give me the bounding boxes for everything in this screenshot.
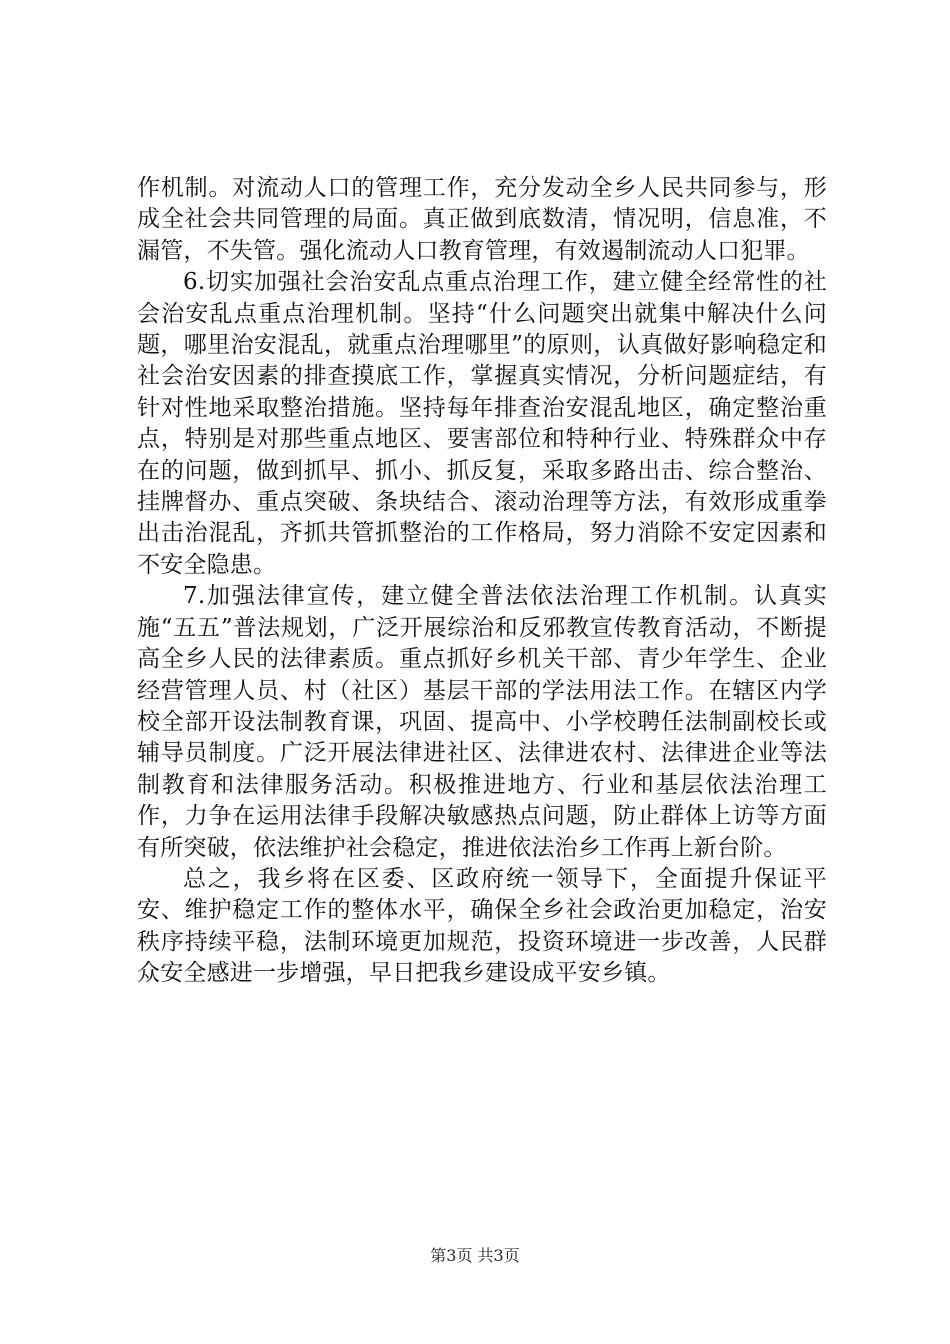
paragraph-item-6: 6.切实加强社会治安乱点重点治理工作，建立健全经常性的社会治安乱点重点治理机制。坚持“什么问题突出就集中解决什么问题，哪里治安混乱，就重点治理哪里”的原则，认真做好影响稳定和社会治安因素的排查摸底工作，掌握真实情况，分析问题症结，有针对性地采取整治措施。坚持每年排查治安混乱地区，确定整治重点，特别是对那些重点地区、要害部位和特种行业、特殊群众中存在的问题，做到抓早、抓小、抓反复，采取多路出击、综合整治、挂牌督办、重点突破、条块结合、滚动治理等方法，有效形成重拳出击治混乱，齐抓共管抓整治的工作格局，努力消除不安定因素和不安全隐患。	[137, 269, 827, 578]
page-number-footer: 第3页 共3页	[430, 1246, 520, 1265]
paragraph-summary: 总之，我乡将在区委、区政府统一领导下，全面提升保证平安、维护稳定工作的整体水平，确保全乡社会政治更加稳定，治安秩序持续平稳，法制环境更加规范，投资环境进一步改善，人民群众安全感进一步增强，早日把我乡建设成平安乡镇。	[137, 865, 827, 987]
paragraph-item-7: 7.加强法律宣传，建立健全普法依法治理工作机制。认真实施“五五”普法规划，广泛开展综治和反邪教宣传教育活动，不断提高全乡人民的法律素质。重点抓好乡机关干部、青少年学生、企业经营管理人员、村（社区）基层干部的学法用法工作。在辖区内学校全部开设法制教育课，巩固、提高中、小学校聘任法制副校长或辅导员制度。广泛开展法律进社区、法律进农村、法律进企业等法制教育和法律服务活动。积极推进地方、行业和基层依法治理工作，力争在运用法律手段解决敏感热点问题，防止群体上访等方面有所突破，依法维护社会稳定，推进依法治乡工作再上新台阶。	[137, 583, 827, 861]
document-body	[137, 173, 827, 990]
paragraph-continuation: 作机制。对流动人口的管理工作，充分发动全乡人民共同参与，形成全社会共同管理的局面。真正做到底数清，情况明，信息准，不漏管，不失管。强化流动人口教育管理，有效遏制流动人口犯罪。	[137, 175, 827, 264]
